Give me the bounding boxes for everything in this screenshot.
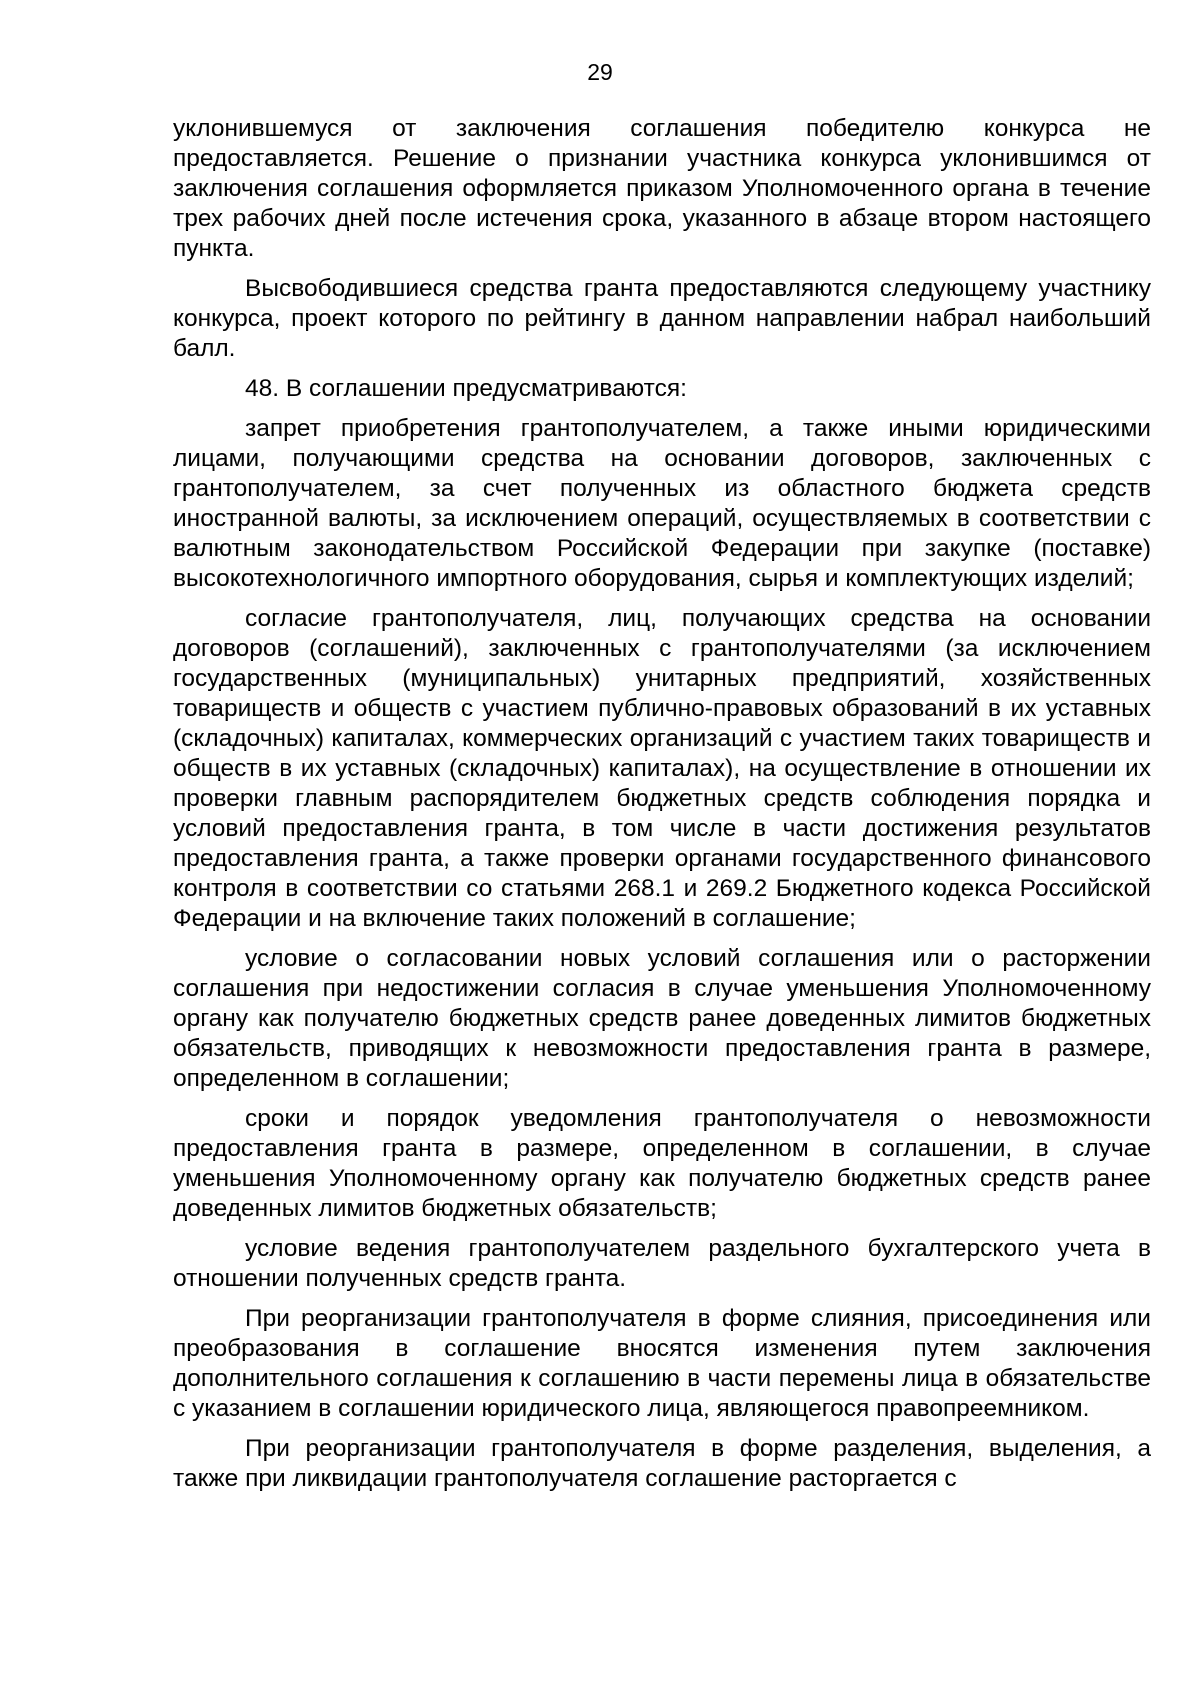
paragraph-continuation: уклонившемуся от заключения соглашения победителю конкурса не предоставляется. Решение о признании участника конкурса уклонившимся от заключения соглашения оформляется приказом Уполномоченного органа в течение трех рабочих дней после истечения срока, указанного в абзаце втором настоящего пункта. [173, 115, 1151, 262]
paragraph-released-funds: Высвободившиеся средства гранта предоставляются следующему участнику конкурса, проект которого по рейтингу в данном направлении набрал наибольший балл. [173, 275, 1151, 362]
page-number: 29 [587, 59, 613, 85]
paragraph-audit-consent: согласие грантополучателя, лиц, получающих средства на основании договоров (соглашений), заключенных с грантополучателями (за исключением государственных (муниципальных) унитарных предприятий, хозяйственных товариществ и обществ с участием публично-правовых образований в их уставных (складочных) капиталах, коммерческих организаций с участием таких товариществ и обществ в их уставных (складочных) капиталах), на осуществление в отношении их проверки главным распорядителем бюджетных средств соблюдения порядка и условий предоставления гранта, в том числе в части достижения результатов предоставления гранта, а также проверки органами государственного финансового контроля в соответствии со статьями 268.1 и 269.2 Бюджетного кодекса Российской Федерации и на включение таких положений в соглашение; [173, 605, 1151, 932]
paragraph-currency-ban: запрет приобретения грантополучателем, а также иными юридическими лицами, получающими средства на основании договоров, заключенных с грантополучателем, за счет полученных из областного бюджета средств иностранной валюты, за исключением операций, осуществляемых в соответствии с валютным законодательством Российской Федерации при закупке (поставке) высокотехнологичного импортного оборудования, сырья и комплектующих изделий; [173, 415, 1151, 592]
paragraph-separate-accounting: условие ведения грантополучателем раздельного бухгалтерского учета в отношении полученных средств гранта. [173, 1235, 1151, 1292]
paragraph-reorganization-division: При реорганизации грантополучателя в форме разделения, выделения, а также при ликвидации грантополучателя соглашение расторгается с [173, 1435, 1151, 1492]
paragraph-item-48-heading: 48. В соглашении предусматриваются: [245, 375, 687, 402]
document-body [173, 114, 1151, 1504]
paragraph-new-conditions: условие о согласовании новых условий соглашения или о расторжении соглашения при недостижении согласия в случае уменьшения Уполномоченному органу как получателю бюджетных средств ранее доведенных лимитов бюджетных обязательств, приводящих к невозможности предоставления гранта в размере, определенном в соглашении; [173, 945, 1151, 1092]
paragraph-notification-terms: сроки и порядок уведомления грантополучателя о невозможности предоставления гранта в размере, определенном в соглашении, в случае уменьшения Уполномоченному органу как получателю бюджетных средств ранее доведенных лимитов бюджетных обязательств; [173, 1105, 1151, 1222]
paragraph-reorganization-merger: При реорганизации грантополучателя в форме слияния, присоединения или преобразования в соглашение вносятся изменения путем заключения дополнительного соглашения к соглашению в части перемены лица в обязательстве с указанием в соглашении юридического лица, являющегося правопреемником. [173, 1305, 1151, 1422]
